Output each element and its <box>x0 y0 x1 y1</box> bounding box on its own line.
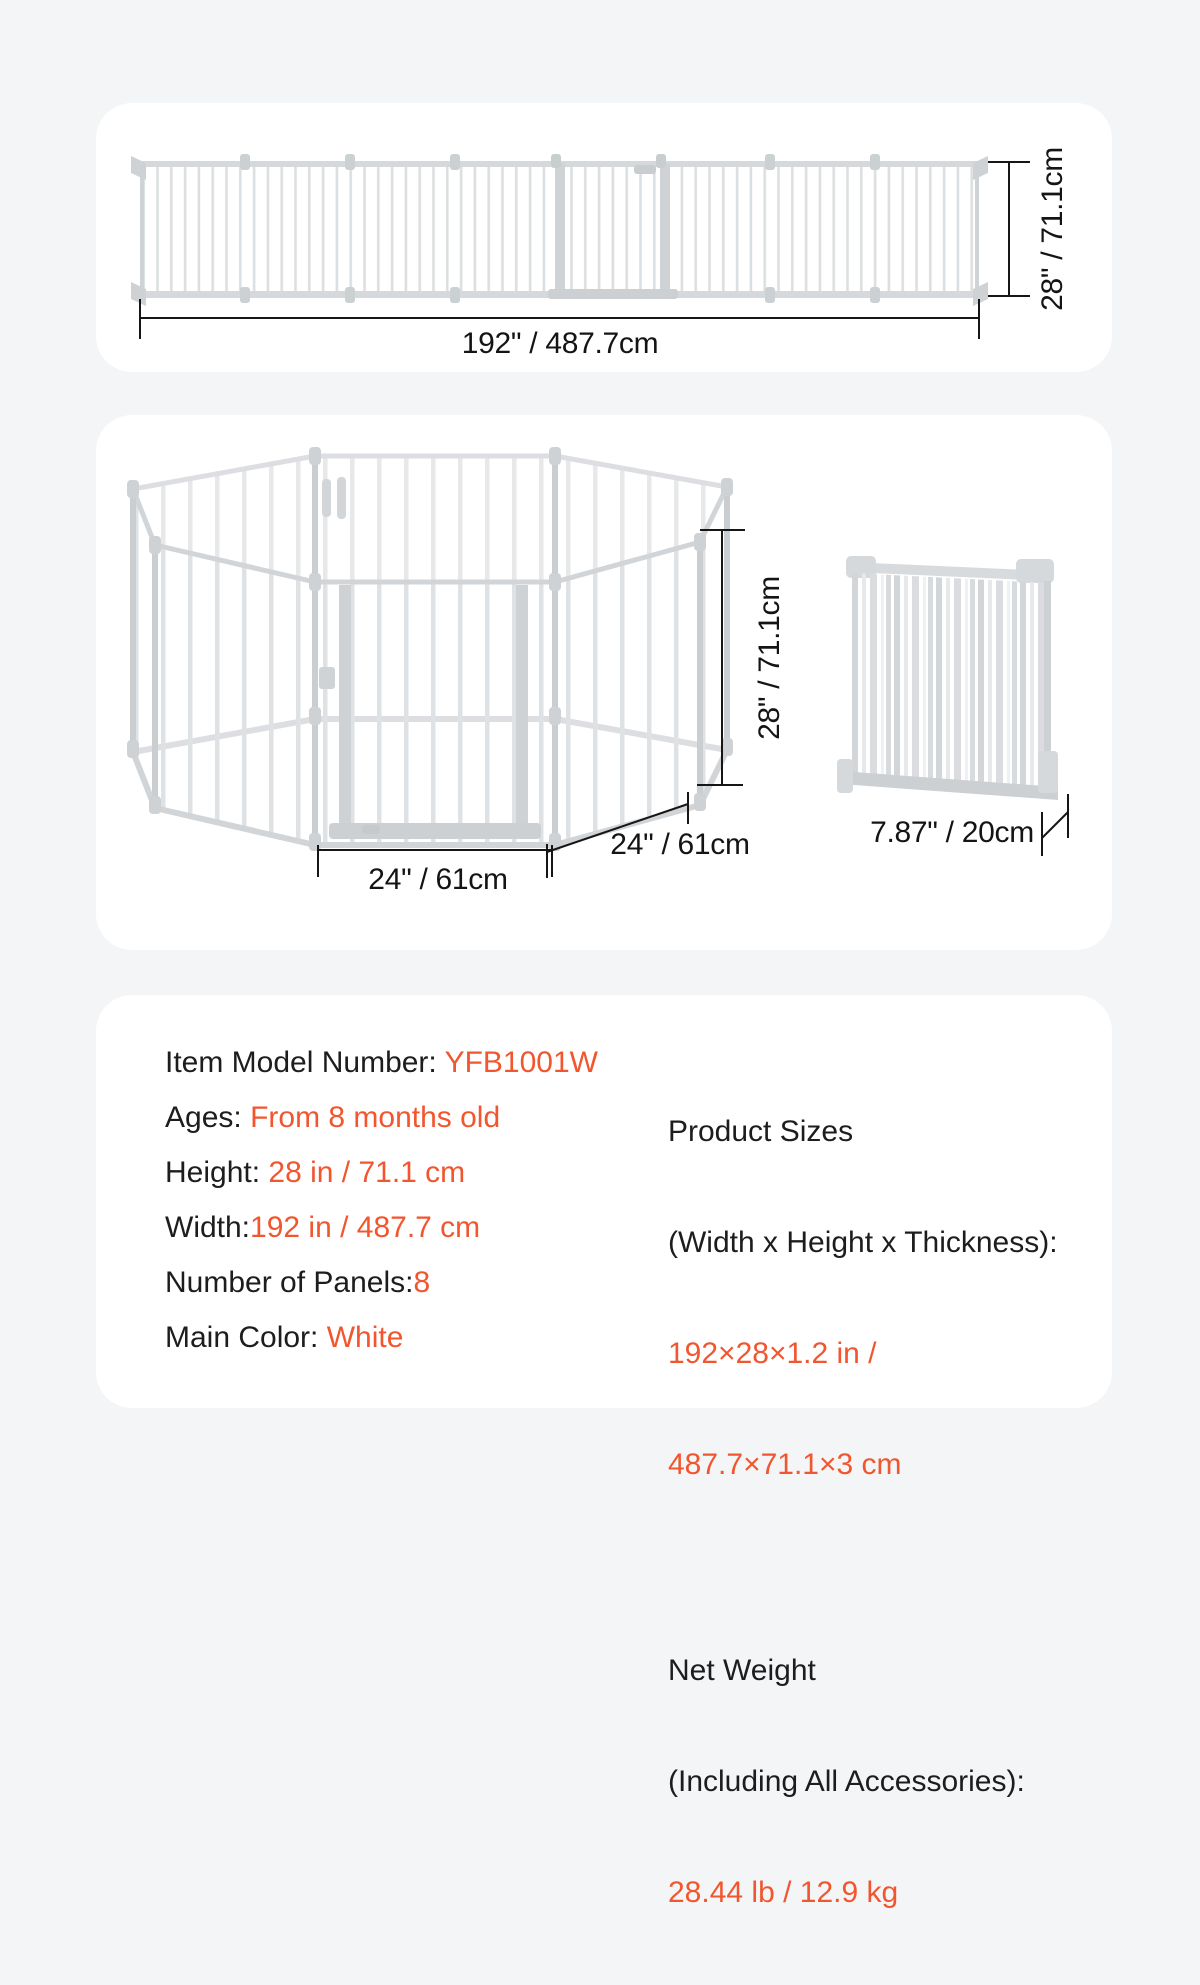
playpen-height-label: 28" / 71.1cm <box>753 576 786 740</box>
spec-label: Height: <box>165 1156 269 1189</box>
spec-title-line: (Including All Accessories): <box>668 1765 1025 1798</box>
spec-main-color <box>165 1310 598 1365</box>
playpen-diagram <box>96 415 1112 950</box>
spec-label: Main Color: <box>165 1321 327 1354</box>
spec-label: Item Model Number: <box>165 1046 445 1079</box>
spec-ages <box>165 1090 598 1145</box>
spec-value: YFB1001W <box>444 1046 598 1079</box>
spec-item-model <box>165 1035 598 1090</box>
spec-label: Ages: <box>165 1101 251 1134</box>
spec-product-sizes <box>668 1039 1058 1557</box>
flat-gate-height-label: 28" / 71.1cm <box>1036 147 1069 311</box>
spec-label: Width: <box>165 1211 251 1244</box>
specifications-card <box>96 995 1112 1909</box>
spec-height <box>165 1145 598 1200</box>
spec-value: 8 <box>413 1266 431 1299</box>
spec-list-left <box>165 1035 598 1365</box>
spec-value-line: 192×28×1.2 in / <box>668 1337 877 1370</box>
flat-gate-width-label: 192" / 487.7cm <box>461 327 659 360</box>
spec-value-line: 28.44 lb / 12.9 kg <box>668 1876 899 1909</box>
spec-label: Number of Panels: <box>165 1266 414 1299</box>
spec-value: From 8 months old <box>250 1101 501 1134</box>
flat-gate-dimension-card <box>96 103 1112 372</box>
spec-title-line: Net Weight <box>668 1654 816 1687</box>
spec-value: White <box>326 1321 404 1354</box>
spec-value: 28 in / 71.1 cm <box>268 1156 466 1189</box>
spec-title-line: Product Sizes <box>668 1115 854 1148</box>
spec-value: 192 in / 487.7 cm <box>250 1211 481 1244</box>
spec-net-weight <box>668 1578 1058 1985</box>
spec-panel-count <box>165 1255 598 1310</box>
spec-width <box>165 1200 598 1255</box>
playpen-front-width-label: 24" / 61cm <box>368 863 508 896</box>
playpen-dimension-card <box>96 415 1112 950</box>
spec-title-line: (Width x Height x Thickness): <box>668 1226 1058 1259</box>
spec-value-line: 487.7×71.1×3 cm <box>668 1448 902 1481</box>
playpen-side-width-label: 24" / 61cm <box>610 828 750 861</box>
folded-thickness-label: 7.87" / 20cm <box>870 816 1034 849</box>
spec-list-right <box>668 1039 1058 1985</box>
